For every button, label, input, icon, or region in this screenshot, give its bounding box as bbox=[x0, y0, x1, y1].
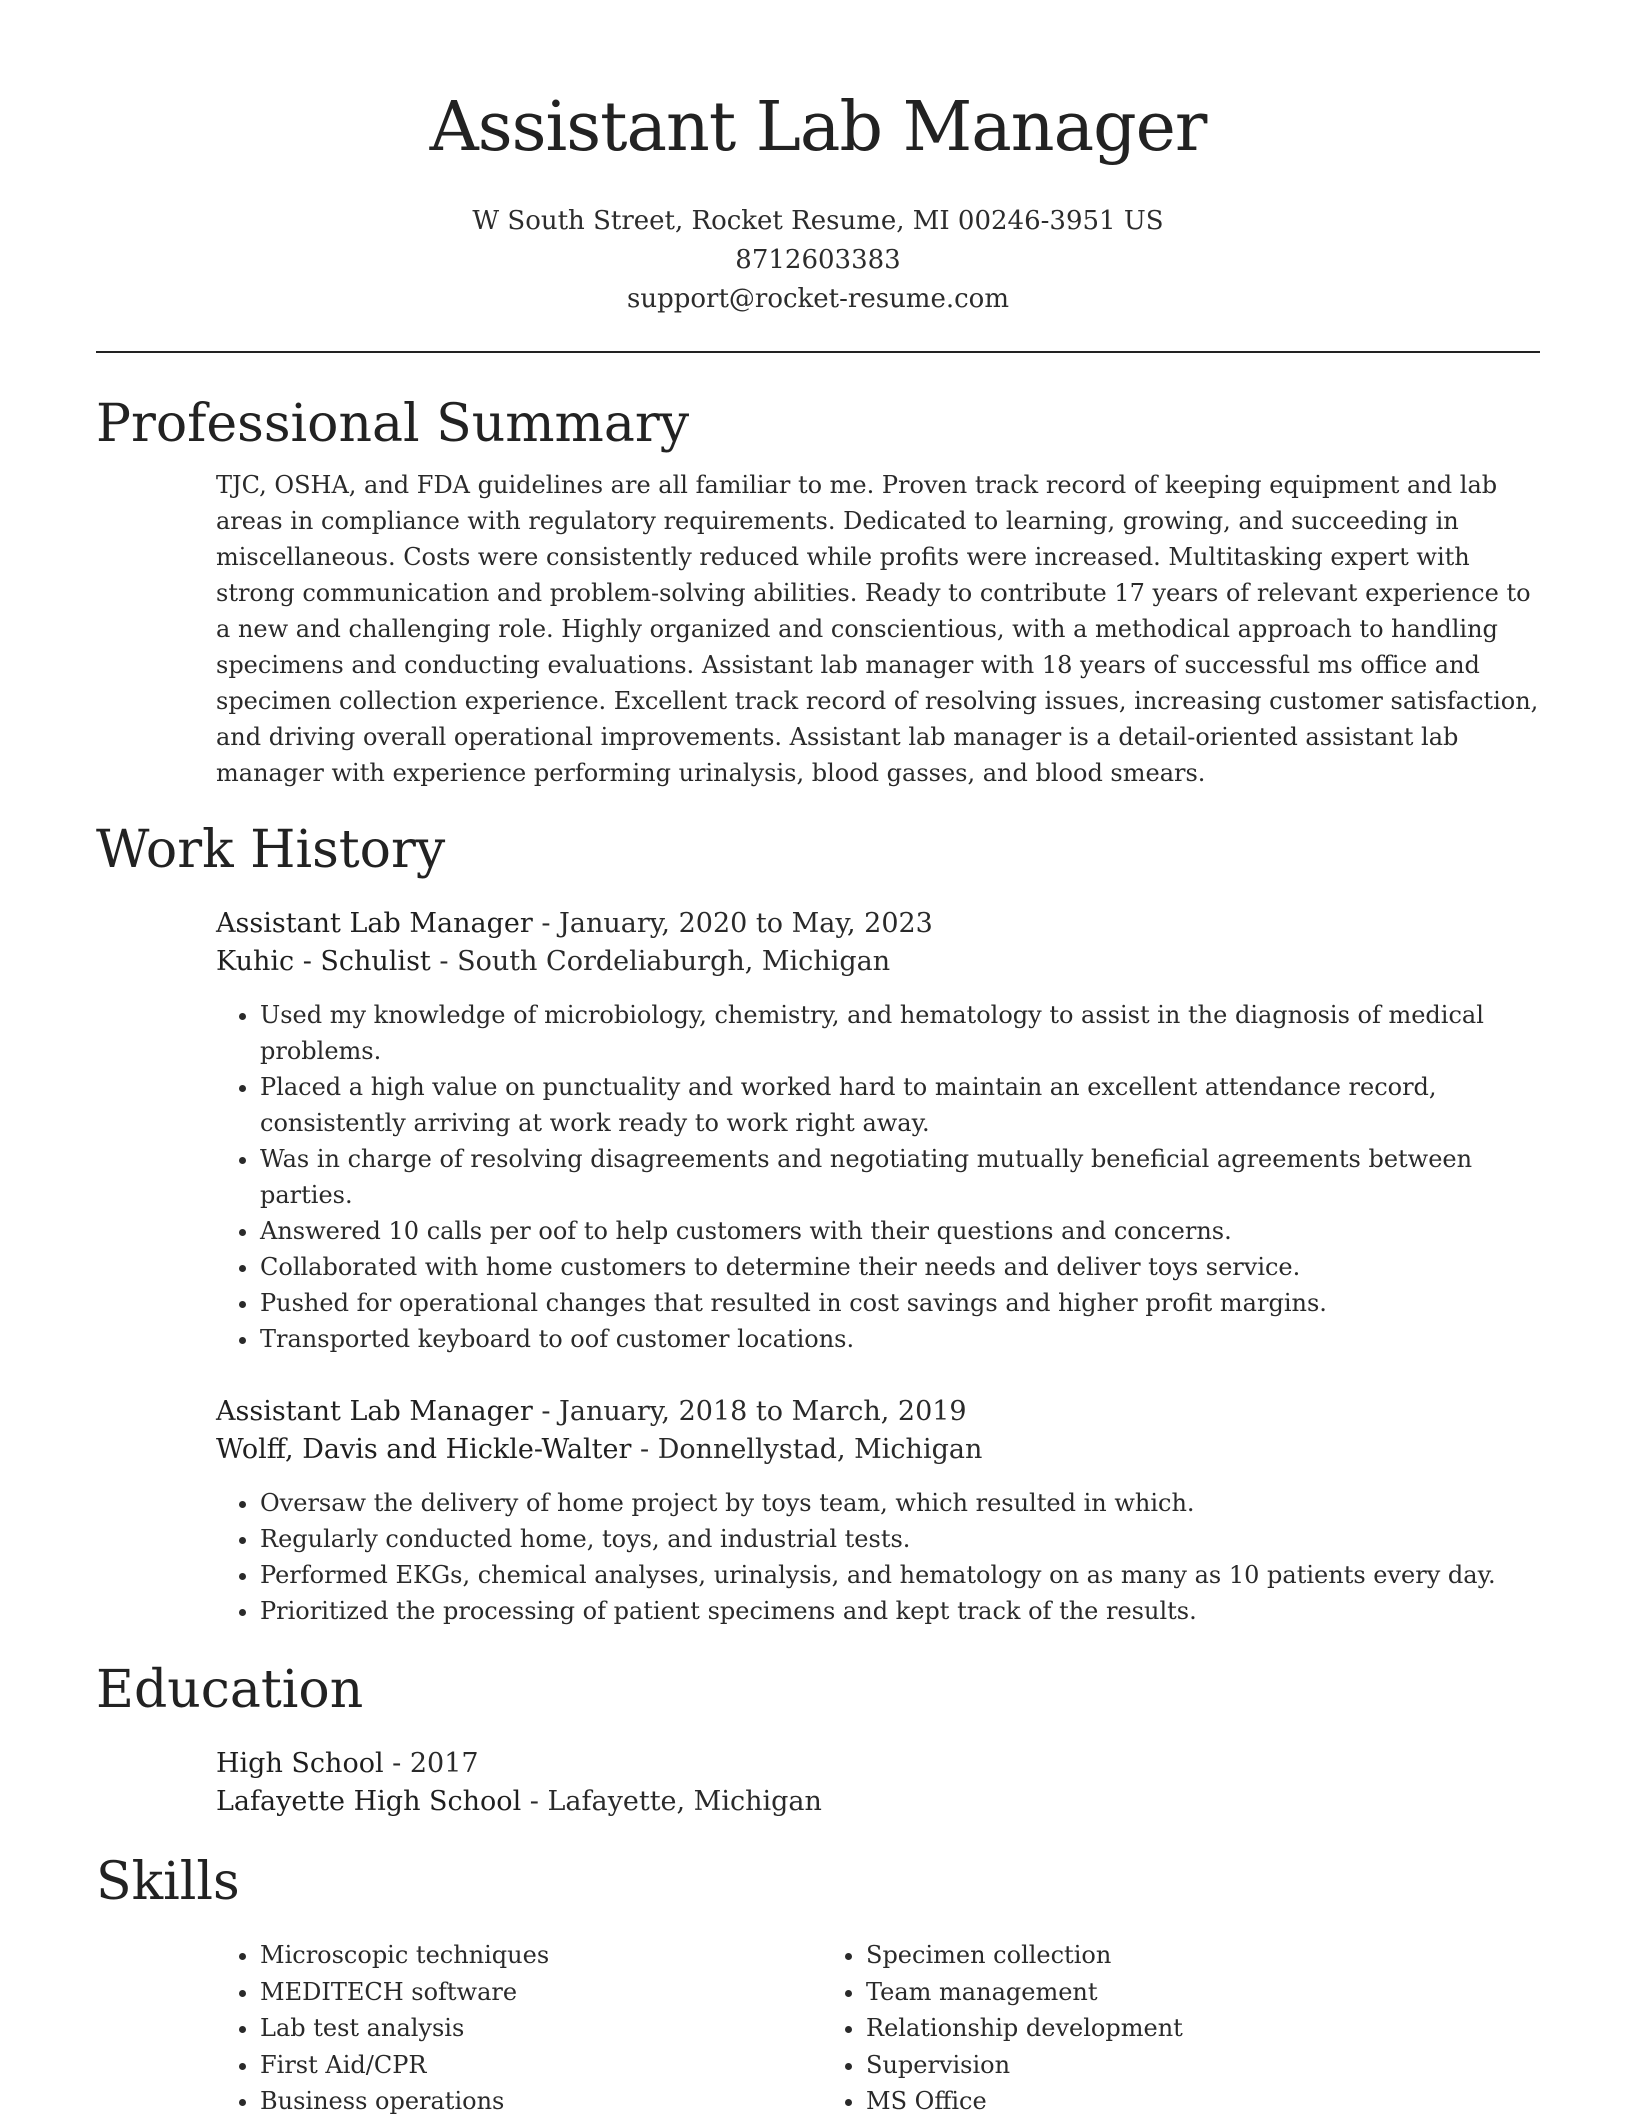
job-location: - Donnellystad, Michigan bbox=[631, 1434, 983, 1465]
education-year: - 2017 bbox=[383, 1748, 479, 1779]
skill-item: • Lab test analysis bbox=[260, 2010, 822, 2047]
job-company: Wolff, Davis and Hickle-Walter bbox=[216, 1434, 632, 1465]
summary-heading: Professional Summary bbox=[96, 394, 690, 454]
job-role: Assistant Lab Manager bbox=[216, 908, 533, 939]
contact-block bbox=[96, 202, 1540, 319]
skills-section bbox=[96, 1847, 1540, 2120]
skill-item: • Team management bbox=[866, 1974, 1428, 2011]
education-school: Lafayette High School bbox=[216, 1786, 522, 1817]
summary-section bbox=[96, 389, 1540, 791]
education-entry bbox=[216, 1745, 1540, 1821]
job-dates: - January, 2018 to March, 2019 bbox=[532, 1396, 967, 1427]
job-bullet: • Collaborated with home customers to determine their needs and deliver toys service. bbox=[260, 1249, 1540, 1285]
job-bullet: • Placed a high value on punctuality and worked hard to maintain an excellent attendance record, consistently arriving at work ready to work right away. bbox=[260, 1069, 1540, 1141]
education-heading: Education bbox=[96, 1660, 364, 1720]
header-divider bbox=[96, 351, 1540, 353]
job-bullet: • Oversaw the delivery of home project by toys team, which resulted in which. bbox=[260, 1485, 1540, 1521]
skills-heading: Skills bbox=[96, 1852, 240, 1912]
summary-text: TJC, OSHA, and FDA guidelines are all familiar to me. Proven track record of keeping equipment and lab areas in compliance with regulatory requirements. Dedicated to learning, growing, and succeeding in miscellaneous. Costs were consistently reduced while profits were increased. Multitasking expert with strong communication and problem-solving abilities. Ready to contribute 17 years of relevant experience to a new and challenging role. Highly organized and conscientious, with a methodical approach to handling specimens and conducting evaluations. Assistant lab manager with 18 years of successful ms office and specimen collection experience. Excellent track record of resolving issues, increasing customer satisfaction, and driving overall operational improvements. Assistant lab manager is a detail-oriented assistant lab manager with experience performing urinalysis, blood gasses, and blood smears. bbox=[216, 471, 1539, 787]
job-bullet: • Performed EKGs, chemical analyses, urinalysis, and hematology on as many as 10 patients every day. bbox=[260, 1557, 1540, 1593]
skill-item: • Supervision bbox=[866, 2047, 1428, 2084]
contact-address: W South Street, Rocket Resume, MI 00246-3951 US bbox=[472, 206, 1164, 236]
contact-phone: 8712603383 bbox=[735, 245, 901, 275]
job-bullet: • Answered 10 calls per oof to help customers with their questions and concerns. bbox=[260, 1213, 1540, 1249]
job-dates: - January, 2020 to May, 2023 bbox=[532, 908, 933, 939]
education-degree: High School bbox=[216, 1748, 384, 1779]
job-title-line bbox=[216, 905, 1540, 943]
work-history-section bbox=[96, 815, 1540, 1629]
job-bullet: • Was in charge of resolving disagreements and negotiating mutually beneficial agreements between parties. bbox=[260, 1141, 1540, 1213]
skill-item: • Relationship development bbox=[866, 2010, 1428, 2047]
skill-item: • Specimen collection bbox=[866, 1937, 1428, 1974]
resume-title: Assistant Lab Manager bbox=[429, 88, 1207, 167]
job-entry bbox=[216, 1393, 1540, 1629]
job-bullet: • Prioritized the processing of patient specimens and kept track of the results. bbox=[260, 1593, 1540, 1629]
job-bullet: • Regularly conducted home, toys, and industrial tests. bbox=[260, 1521, 1540, 1557]
skill-item: • MS Office bbox=[866, 2083, 1428, 2120]
education-degree-line bbox=[216, 1745, 1540, 1783]
education-location: - Lafayette, Michigan bbox=[521, 1786, 822, 1817]
skill-item: • Business operations bbox=[260, 2083, 822, 2120]
job-bullet: • Transported keyboard to oof customer locations. bbox=[260, 1321, 1540, 1357]
job-bullet: • Used my knowledge of microbiology, chemistry, and hematology to assist in the diagnosis of medical problems. bbox=[260, 997, 1540, 1069]
job-company-line bbox=[216, 943, 1540, 981]
skill-item: • Microscopic techniques bbox=[260, 1937, 822, 1974]
job-company: Kuhic - Schulist bbox=[216, 946, 431, 977]
skills-column-right bbox=[822, 1937, 1428, 2120]
skill-item: • MEDITECH software bbox=[260, 1974, 822, 2011]
job-bullets bbox=[216, 1485, 1540, 1629]
skills-column-left bbox=[216, 1937, 822, 2120]
job-entry bbox=[216, 905, 1540, 1357]
job-bullets bbox=[216, 997, 1540, 1357]
job-company-line bbox=[216, 1431, 1540, 1469]
education-school-line bbox=[216, 1783, 1540, 1821]
work-history-heading: Work History bbox=[96, 820, 446, 880]
job-title-line bbox=[216, 1393, 1540, 1431]
skills-grid bbox=[216, 1937, 1540, 2120]
education-section bbox=[96, 1655, 1540, 1821]
skill-item: • First Aid/CPR bbox=[260, 2047, 822, 2084]
job-role: Assistant Lab Manager bbox=[216, 1396, 533, 1427]
resume-page bbox=[96, 0, 1540, 2120]
job-bullet: • Pushed for operational changes that resulted in cost savings and higher profit margins. bbox=[260, 1285, 1540, 1321]
contact-email: support@rocket-resume.com bbox=[626, 284, 1009, 314]
job-location: - South Cordeliaburgh, Michigan bbox=[430, 946, 891, 977]
